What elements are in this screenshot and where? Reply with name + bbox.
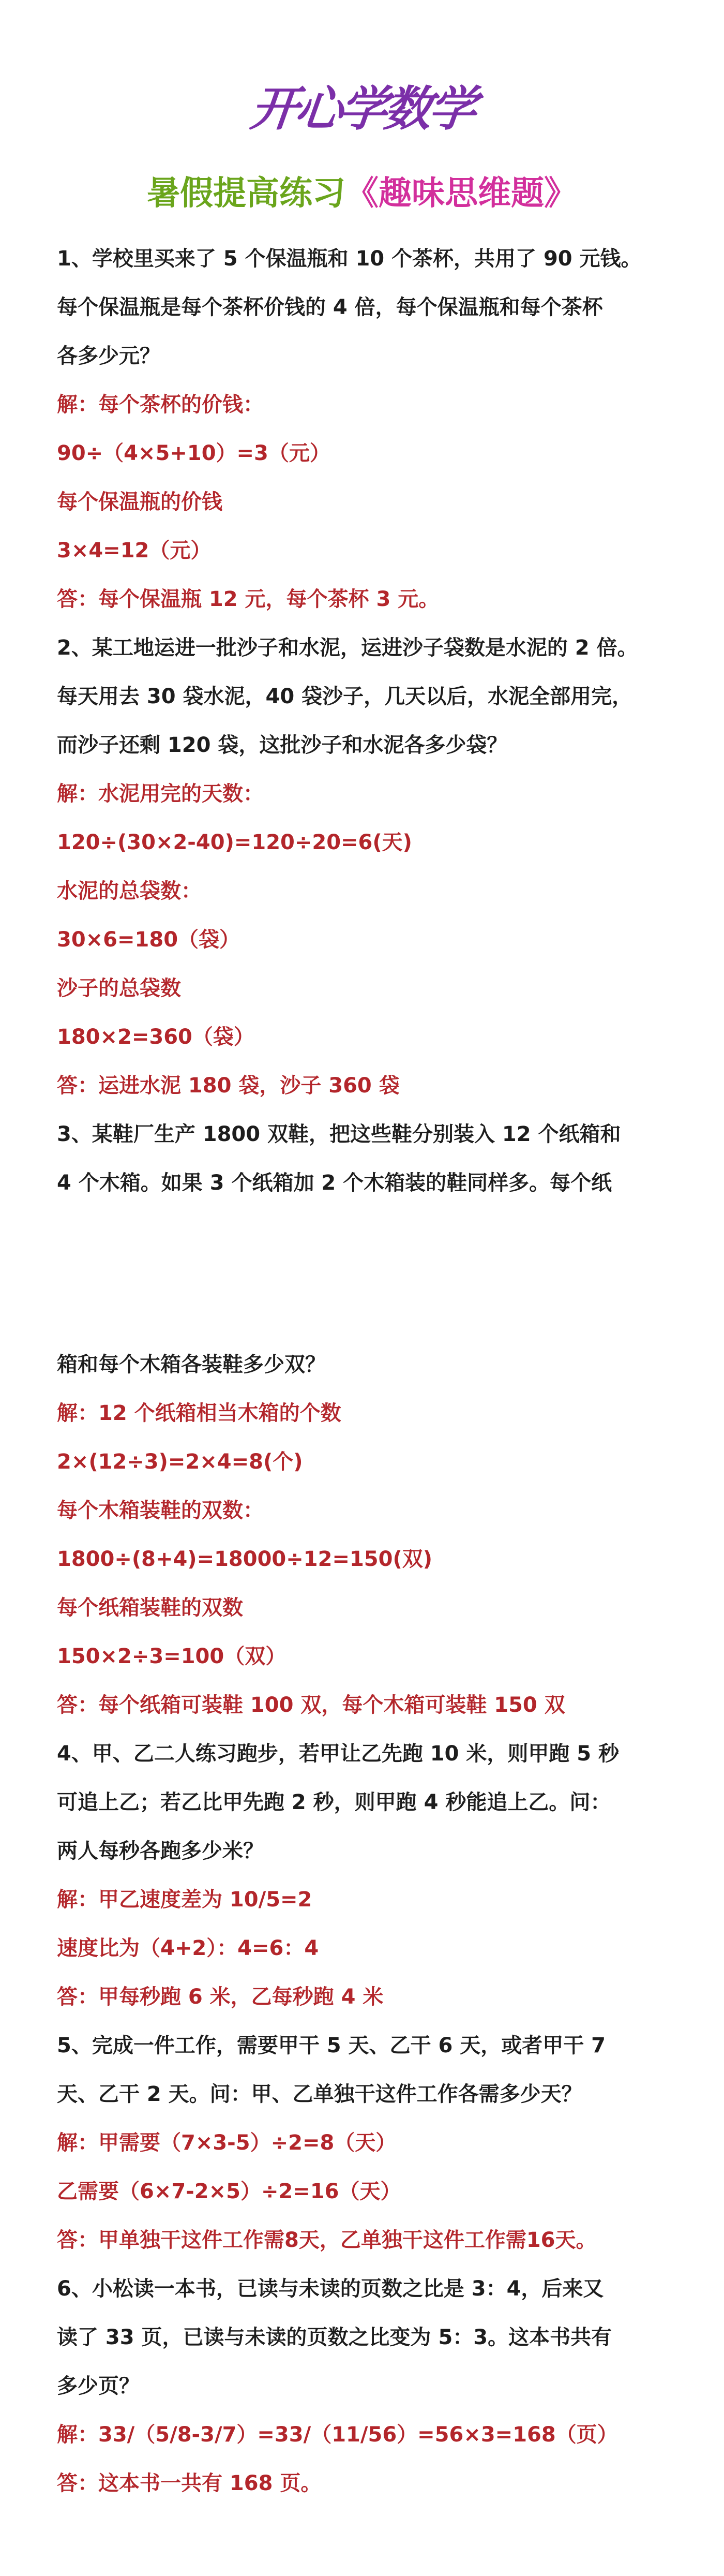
question-line: 6、小松读一本书，已读与未读的页数之比是 3：4，后来又 <box>57 2277 604 2301</box>
solution-line: 答：每个保温瓶 12 元，每个茶杯 3 元。 <box>57 587 440 611</box>
solution-line: 乙需要（6×7-2×5）÷2=16（天） <box>57 2180 401 2203</box>
solution-line: 180×2=360（袋） <box>57 1025 254 1049</box>
solution-line: 解：水泥用完的天数： <box>57 782 264 806</box>
solution-line: 答：甲单独干这件工作需8天，乙单独干这件工作需16天。 <box>57 2228 597 2252</box>
solution-line: 120÷(30×2-40)=120÷20=6(天) <box>57 831 412 854</box>
solution-line: 90÷（4×5+10）=3（元） <box>57 441 330 465</box>
solution-line: 3×4=12（元） <box>57 539 212 562</box>
question-line: 两人每秒各跑多少米？ <box>57 1839 264 1863</box>
question-line: 而沙子还剩 120 袋，这批沙子和水泥各多少袋？ <box>57 733 508 757</box>
solution-line: 速度比为（4+2）：4=6：4 <box>57 1936 319 1960</box>
question-line: 4、甲、乙二人练习跑步，若甲让乙先跑 10 米，则甲跑 5 秒 <box>57 1742 620 1766</box>
question-line: 5、完成一件工作，需要甲干 5 天、乙干 6 天，或者甲干 7 <box>57 2034 606 2057</box>
solution-line: 每个木箱装鞋的双数： <box>57 1499 264 1522</box>
question-line: 箱和每个木箱各装鞋多少双？ <box>57 1353 326 1376</box>
question-line: 多少页？ <box>57 2374 140 2398</box>
solution-line: 沙子的总袋数 <box>57 976 181 1000</box>
content-block-2 <box>57 1340 677 2508</box>
question-line: 读了 33 页，已读与未读的页数之比变为 5：3。这本书共有 <box>57 2326 612 2349</box>
solution-line: 30×6=180（袋） <box>57 928 240 952</box>
solution-line: 答：每个纸箱可装鞋 100 双，每个木箱可装鞋 150 双 <box>57 1693 565 1717</box>
solution-line: 1800÷(8+4)=18000÷12=150(双) <box>57 1547 433 1571</box>
solution-line: 答：这本书一共有 168 页。 <box>57 2471 322 2495</box>
title-main: 暑假提高练习 <box>147 174 345 213</box>
logo-title: 开心学数学 <box>248 81 476 137</box>
solution-line: 解：每个茶杯的价钱： <box>57 393 264 417</box>
solution-line: 每个纸箱装鞋的双数 <box>57 1596 243 1620</box>
question-line: 每个保温瓶是每个茶杯价钱的 4 倍，每个保温瓶和每个茶杯 <box>57 295 603 319</box>
title-topic: 《趣味思维题》 <box>345 174 577 213</box>
question-line: 4 个木箱。如果 3 个纸箱加 2 个木箱装的鞋同样多。每个纸 <box>57 1171 612 1195</box>
question-line: 天、乙干 2 天。问：甲、乙单独干这件工作各需多少天？ <box>57 2082 582 2106</box>
solution-line: 答：运进水泥 180 袋，沙子 360 袋 <box>57 1074 400 1098</box>
solution-line: 解：甲乙速度差为 10/5=2 <box>57 1888 312 1912</box>
question-line: 1、学校里买来了 5 个保温瓶和 10 个茶杯，共用了 90 元钱。 <box>57 247 642 271</box>
solution-line: 150×2÷3=100（双） <box>57 1645 286 1668</box>
solution-line: 2×(12÷3)=2×4=8(个) <box>57 1450 303 1474</box>
solution-line: 答：甲每秒跑 6 米，乙每秒跑 4 米 <box>57 1985 384 2009</box>
solution-line: 解：33/（5/8-3/7）=33/（11/56）=56×3=168（页） <box>57 2423 618 2447</box>
question-line: 每天用去 30 袋水泥，40 袋沙子，几天以后，水泥全部用完， <box>57 685 633 708</box>
question-line: 3、某鞋厂生产 1800 双鞋，把这些鞋分别装入 12 个纸箱和 <box>57 1122 621 1146</box>
solution-line: 每个保温瓶的价钱 <box>57 490 222 514</box>
solution-line: 解：12 个纸箱相当木箱的个数 <box>57 1401 341 1425</box>
solution-line: 解：甲需要（7×3-5）÷2=8（天） <box>57 2131 397 2155</box>
content-block-1 <box>57 234 677 1207</box>
question-line: 2、某工地运进一批沙子和水泥，运进沙子袋数是水泥的 2 倍。 <box>57 636 638 660</box>
question-line: 可追上乙；若乙比甲先跑 2 秒，则甲跑 4 秒能追上乙。问： <box>57 1790 611 1814</box>
worksheet-title <box>0 174 724 213</box>
solution-line: 水泥的总袋数： <box>57 879 202 903</box>
question-line: 各多少元？ <box>57 344 160 368</box>
